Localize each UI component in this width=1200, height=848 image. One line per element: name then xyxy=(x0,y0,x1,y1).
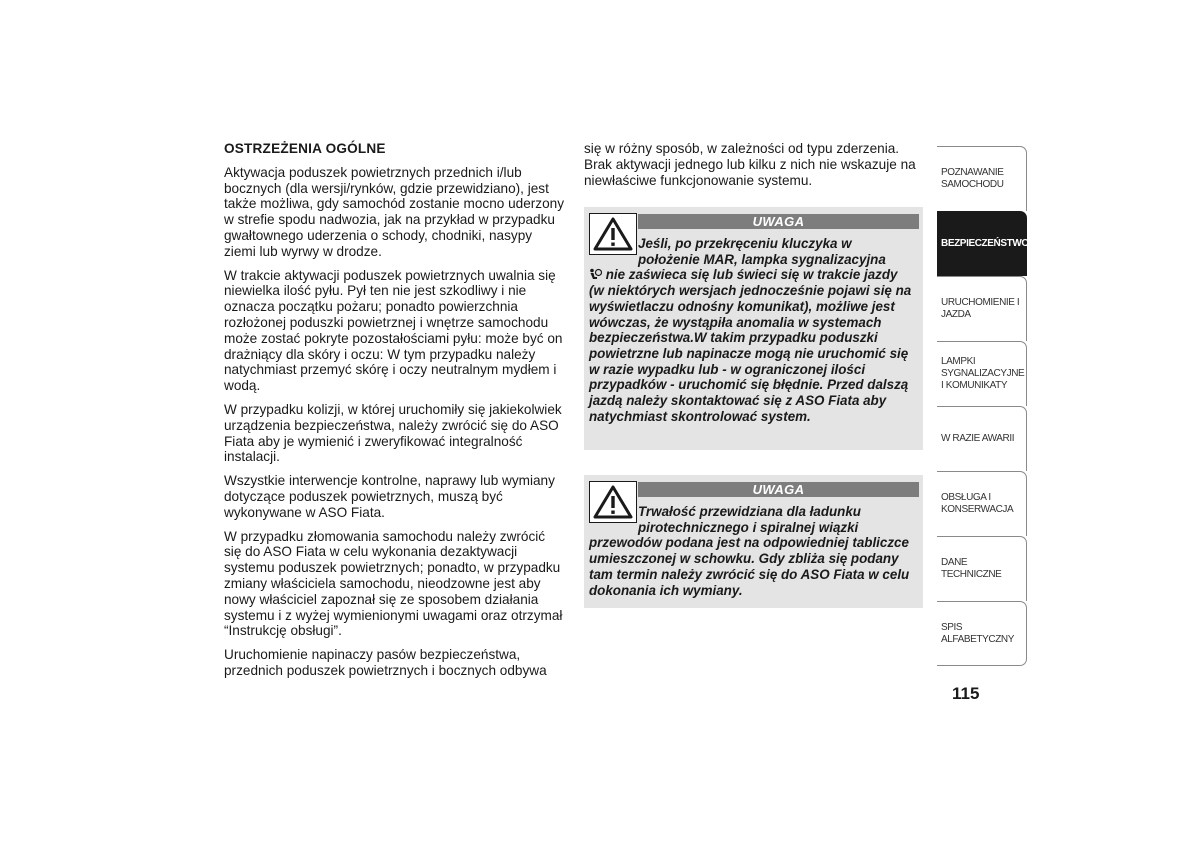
warning-label: UWAGA xyxy=(638,214,919,229)
tab-label: OBSŁUGA I KONSERWACJA xyxy=(941,492,1014,515)
tab-w-razie-awarii[interactable] xyxy=(937,406,1027,471)
airbag-warning-icon xyxy=(589,268,602,280)
warning-label: UWAGA xyxy=(638,482,919,497)
tab-poznawanie-samochodu[interactable] xyxy=(937,146,1027,211)
section-heading: OSTRZEŻENIA OGÓLNE xyxy=(224,141,386,156)
tab-label: DANE TECHNICZNE xyxy=(941,557,1002,580)
warning-line: położenie MAR, lampka sygnalizacyjna xyxy=(638,251,886,267)
paragraph: W przypadku kolizji, w której uruchomiły się jakiekolwiek urządzenia bezpieczeństwa, należy zwrócić się do ASO Fiata aby je wymienić i zweryfikować integralność instalacji. xyxy=(224,401,562,465)
warning-text xyxy=(589,504,915,598)
warning-text xyxy=(589,236,915,424)
paragraph: Uruchomienie napinaczy pasów bezpieczeństwa, przednich poduszek powietrznych i bocznych odbywa xyxy=(224,647,547,678)
warning-box xyxy=(584,475,923,608)
chapter-tabs xyxy=(937,146,1027,666)
tab-bezpieczenstwo[interactable] xyxy=(937,211,1027,276)
paragraph: W trakcie aktywacji poduszek powietrznych uwalnia się niewielka ilość pyłu. Pył ten nie jest szkodliwy i nie oznacza początku pożaru; ponadto powierzchnia rozłożonej poduszki powietrznej i wnętrze samochodu może zostać pokryte pozostałościami pyłu: może być on drażniący dla skóry i oczu: W tym przypadku należy natychmiast przemyć skórę i oczy neutralnym mydłem i wodą. xyxy=(224,267,563,394)
right-column xyxy=(584,141,924,188)
tab-label: POZNAWANIE SAMOCHODU xyxy=(941,167,1004,190)
tab-spis-alfabetyczny[interactable] xyxy=(937,601,1027,666)
tab-label: LAMPKI SYGNALIZACYJNE I KOMUNIKATY xyxy=(941,356,1025,391)
tab-label: BEZPIECZEŃSTWO xyxy=(941,238,1029,249)
paragraph: się w różny sposób, w zależności od typu zderzenia. Brak aktywacji jednego lub kilku z nich nie wskazuje na niewłaściwe funkcjonowanie systemu. xyxy=(584,141,916,188)
warning-line: nie zaświeca się lub świeci się w trakcie jazdy xyxy=(605,267,898,283)
page-number: 115 xyxy=(952,684,980,703)
warning-line: Jeśli, po przekręceniu kluczyka w xyxy=(638,236,852,251)
tab-dane-techniczne[interactable] xyxy=(937,536,1027,601)
warning-line: (w niektórych wersjach jednocześnie pojawi się na wyświetlaczu odnośny komunikat), możliwe jest wówczas, że wystąpiła anomalia w systemach bezpieczeństwa.W takim przypadku poduszki powietrzne lub napinacze mogą nie uruchomić się w razie wypadku lub - w ograniczonej ilości przypadków - uruchomić się błędnie. Przed dalszą jazdą należy skontaktować się z ASO Fiata aby natychmiast skontrolować system. xyxy=(589,283,912,424)
paragraph: Wszystkie interwencje kontrolne, naprawy lub wymiany dotyczące poduszek powietrznych, muszą być wykonywane w ASO Fiata. xyxy=(224,473,555,520)
tab-lampki-sygnalizacyjne[interactable] xyxy=(937,341,1027,406)
left-column xyxy=(224,141,566,687)
warning-line: Trwałość przewidziana dla ładunku xyxy=(638,504,861,519)
warning-box xyxy=(584,207,923,450)
tab-uruchomienie-i-jazda[interactable] xyxy=(937,276,1027,341)
tab-label: URUCHOMIENIE I JAZDA xyxy=(941,297,1020,320)
tab-label: W RAZIE AWARII xyxy=(941,433,1015,444)
paragraph: W przypadku złomowania samochodu należy zwrócić się do ASO Fiata w celu wykonania dezaktywacji systemu poduszek powietrznych; ponadto, w przypadku zmiany właściciela samochodu, nieodzowne jest aby nowy właściciel zapoznał się ze sposobem działania systemu i z wyżej wymienionymi uwagami oraz otrzymał “Instrukcję obsługi”. xyxy=(224,528,563,639)
warning-line: przewodów podana jest na odpowiedniej tabliczce umieszczonej w schowku. Gdy zbliża się podany tam termin należy zwrócić się do ASO Fiata w celu dokonania ich wymiany. xyxy=(589,535,910,598)
paragraph: Aktywacja poduszek powietrznych przednich i/lub bocznych (dla wersji/rynków, gdzie przewidziano), jest także możliwa, gdy samochód zostanie mocno uderzony w strefie spodu nadwozia, jak na przykład w przypadku gwałtownego uderzenia o schody, chodniki, nasypy ziemi lub wyrwy w drodze. xyxy=(224,164,565,259)
warning-line: pirotechnicznego i spiralnej wiązki xyxy=(638,519,859,535)
tab-obsluga-i-konserwacja[interactable] xyxy=(937,471,1027,536)
tab-label: SPIS ALFABETYCZNY xyxy=(941,621,1014,645)
